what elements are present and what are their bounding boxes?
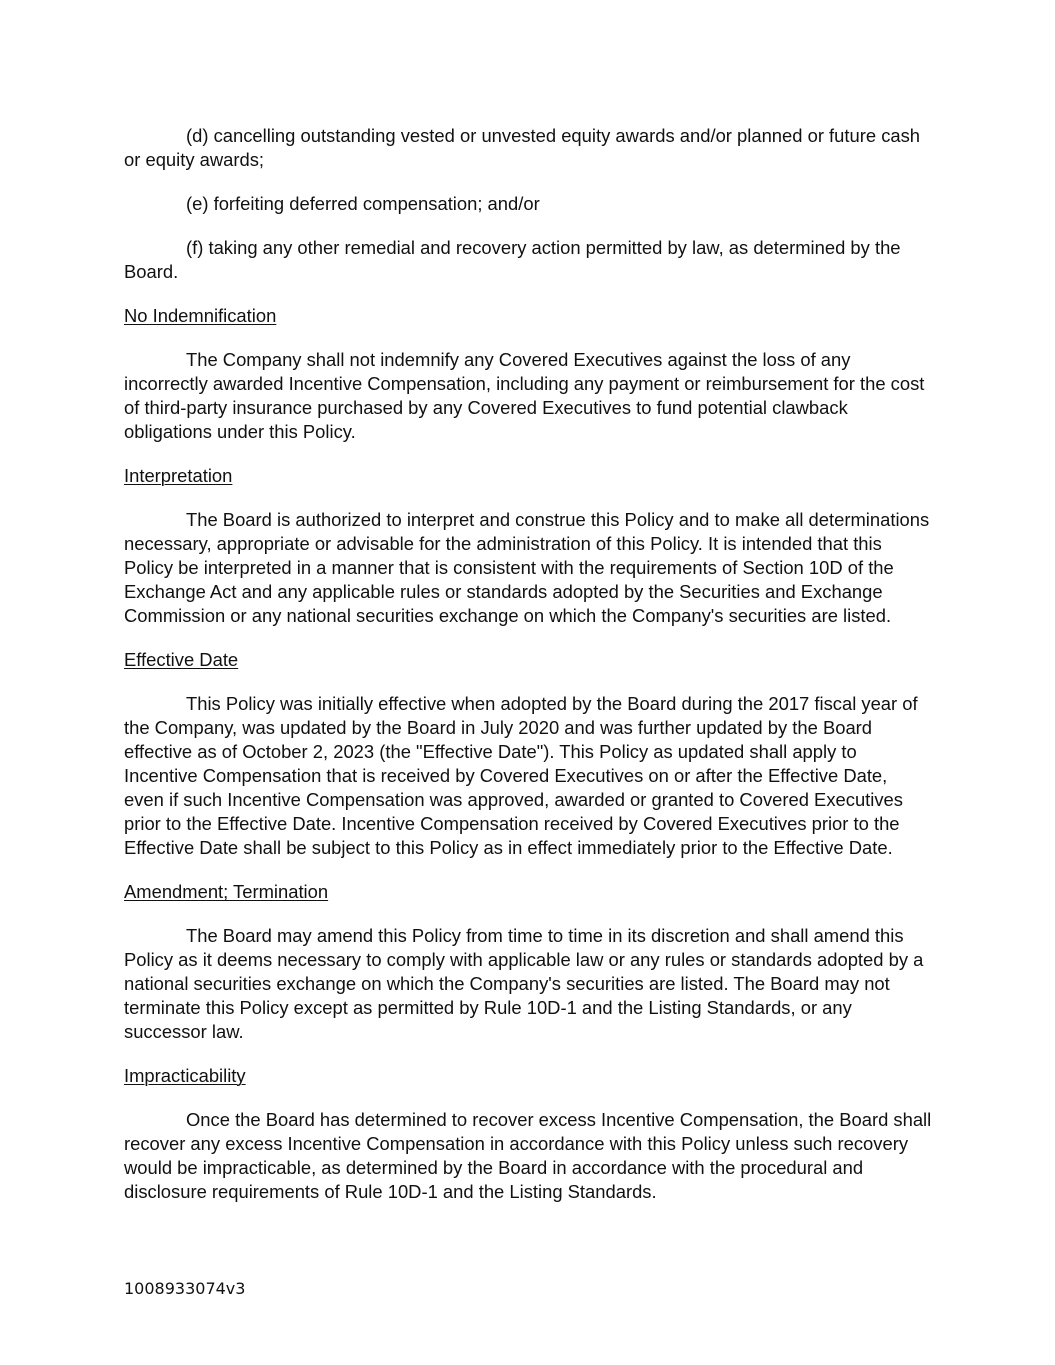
paragraph-interpretation: The Board is authorized to interpret and construe this Policy and to make all determinations necessary, appropriate or advisable for the administration of this Policy. It is intended that this Policy be interpreted in a manner that is consistent with the requirements of Section 10D of the Exchange Act and any applicable rules or standards adopted by the Securities and Exchange Commission or any national securities exchange on which the Company's securities are listed.	[124, 509, 930, 626]
list-item-e: (e) forfeiting deferred compensation; and/or	[186, 193, 540, 214]
list-item-d: (d) cancelling outstanding vested or unvested equity awards and/or planned or future cash or equity awards;	[124, 125, 921, 170]
heading-effective-date: Effective Date	[124, 649, 239, 670]
paragraph-amendment-termination: The Board may amend this Policy from time to time in its discretion and shall amend this Policy as it deems necessary to comply with applicable law or any rules or standards adopted by a national securities exchange on which the Company's securities are listed. The Board may not terminate this Policy except as permitted by Rule 10D-1 and the Listing Standards, or any successor law.	[124, 925, 924, 1042]
paragraph-no-indemnification: The Company shall not indemnify any Covered Executives against the loss of any incorrectly awarded Incentive Compensation, including any payment or reimbursement for the cost of third-party insurance purchased by any Covered Executives to fund potential clawback obligations under this Policy.	[124, 349, 925, 442]
document-page	[124, 124, 932, 1224]
heading-impracticability: Impracticability	[124, 1065, 246, 1086]
heading-interpretation: Interpretation	[124, 465, 233, 486]
list-item-f: (f) taking any other remedial and recovery action permitted by law, as determined by the Board.	[124, 237, 901, 282]
heading-no-indemnification: No Indemnification	[124, 305, 277, 326]
paragraph-impracticability: Once the Board has determined to recover excess Incentive Compensation, the Board shall recover any excess Incentive Compensation in accordance with this Policy unless such recovery would be impracticable, as determined by the Board in accordance with the procedural and disclosure requirements of Rule 10D-1 and the Listing Standards.	[124, 1109, 932, 1202]
heading-amendment-termination: Amendment; Termination	[124, 881, 329, 902]
paragraph-effective-date: This Policy was initially effective when adopted by the Board during the 2017 fiscal year of the Company, was updated by the Board in July 2020 and was further updated by the Board effective as of October 2, 2023 (the "Effective Date"). This Policy as updated shall apply to Incentive Compensation that is received by Covered Executives on or after the Effective Date, even if such Incentive Compensation was approved, awarded or granted to Covered Executives prior to the Effective Date. Incentive Compensation received by Covered Executives prior to the Effective Date shall be subject to this Policy as in effect immediately prior to the Effective Date.	[124, 693, 918, 858]
document-footer-id: 1008933074v3	[124, 1279, 246, 1298]
